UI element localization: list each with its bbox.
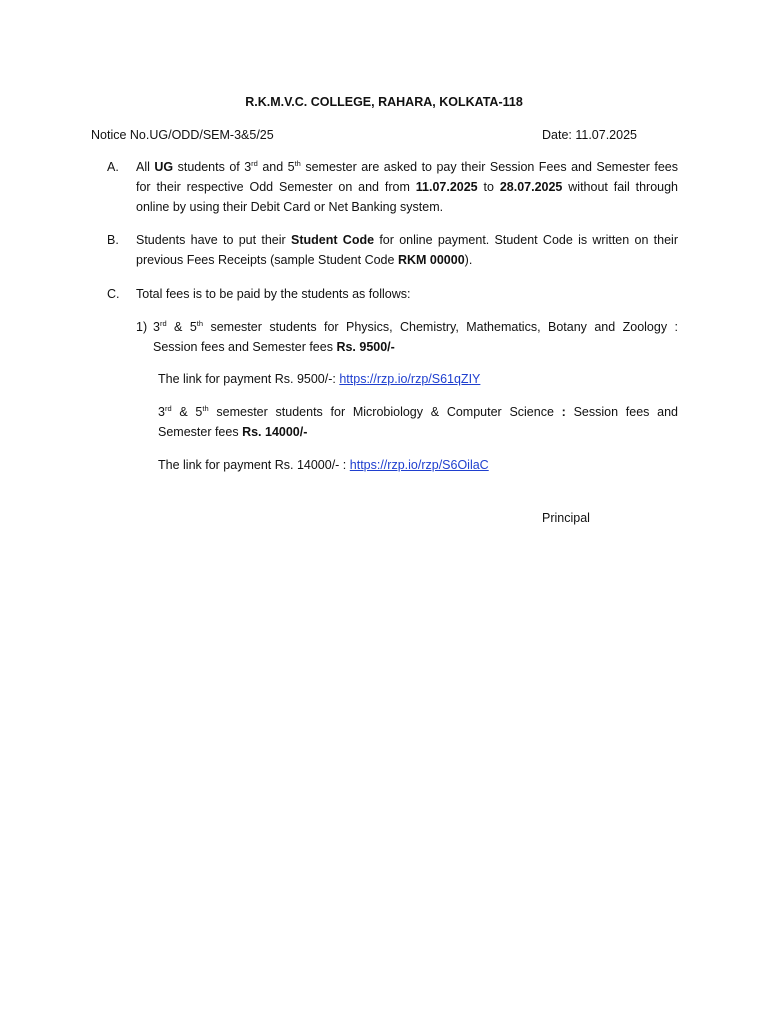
item-a-text-part: students of 3 <box>173 160 252 174</box>
item-a-text-part: All <box>136 160 155 174</box>
payment-link-2-label: The link for payment Rs. 14000/- : <box>158 458 350 472</box>
college-heading: R.K.M.V.C. COLLEGE, RAHARA, KOLKATA-118 <box>245 95 523 109</box>
fee-group-1-text-part: semester students for Physics, Chemistry, Mathematics, Botany and Zoology : Session fees and Semester fees <box>153 320 678 354</box>
item-a-text-part: to <box>477 180 500 194</box>
student-code-label: Student Code <box>290 233 375 247</box>
ordinal-suffix: rd <box>164 403 172 413</box>
fee-group-2-text-part: & 5 <box>171 405 203 419</box>
ordinal-suffix: th <box>294 158 301 168</box>
item-b-text-part: for online payment. Student Code is written on their previous Fees Receipts (sample Student Code <box>136 233 678 267</box>
sample-student-code: RKM 00000 <box>397 253 465 267</box>
item-b-text-part: Students have to put their <box>136 233 291 247</box>
ordinal-suffix: rd <box>159 318 167 328</box>
item-a-text-part: semester are asked to pay their Session Fees and Semester fees for their respective Odd Semester on and from <box>136 160 678 194</box>
fee-group-2-text <box>158 402 678 442</box>
fee-group-1-text <box>153 317 678 357</box>
fee-group-1 <box>136 317 678 357</box>
item-a-text <box>136 157 678 217</box>
ordinal-suffix: th <box>202 403 209 413</box>
item-a <box>107 157 678 217</box>
item-a-text-part: and 5 <box>257 160 295 174</box>
principal-signature: Principal <box>542 511 590 525</box>
fee-group-2-colon: : <box>561 405 566 419</box>
fee-group-1-number: 1) <box>136 320 148 334</box>
item-a-marker: A. <box>107 160 119 174</box>
item-b-text-part: ). <box>464 253 473 267</box>
item-b-text <box>136 230 678 270</box>
ug-label: UG <box>154 160 174 174</box>
payment-link-2-line <box>158 455 678 475</box>
payment-end-date: 28.07.2025 <box>499 180 563 194</box>
fee-group-2-text-part: 3 <box>158 405 165 419</box>
item-c-marker: C. <box>107 287 120 301</box>
fee-group-1-text-part: 3 <box>153 320 160 334</box>
fee-group-2-text-part: Session fees and Semester fees <box>158 405 678 439</box>
fee-group-1-amount: Rs. 9500/- <box>336 340 395 354</box>
item-b-marker: B. <box>107 233 119 247</box>
notice-number: Notice No.UG/ODD/SEM-3&5/25 <box>91 128 274 142</box>
payment-link-1[interactable]: https://rzp.io/rzp/S61qZIY <box>339 372 481 386</box>
ordinal-suffix: rd <box>251 158 258 168</box>
fee-group-2-text-part: semester students for Microbiology & Computer Science <box>208 405 562 419</box>
item-c-text: Total fees is to be paid by the students as follows: <box>136 287 411 301</box>
fee-group-1-text-part: & 5 <box>166 320 197 334</box>
payment-start-date: 11.07.2025 <box>415 180 478 194</box>
item-c <box>107 284 678 304</box>
fee-group-2-amount: Rs. 14000/- <box>242 425 308 439</box>
payment-link-2[interactable]: https://rzp.io/rzp/S6OilaC <box>349 458 489 472</box>
ordinal-suffix: th <box>196 318 204 328</box>
payment-link-1-line <box>158 369 678 389</box>
notice-date: Date: 11.07.2025 <box>542 128 637 142</box>
payment-link-1-label: The link for payment Rs. 9500/-: <box>158 372 340 386</box>
item-b <box>107 230 678 270</box>
item-a-text-part: without fail through online by using their Debit Card or Net Banking system. <box>136 180 678 214</box>
